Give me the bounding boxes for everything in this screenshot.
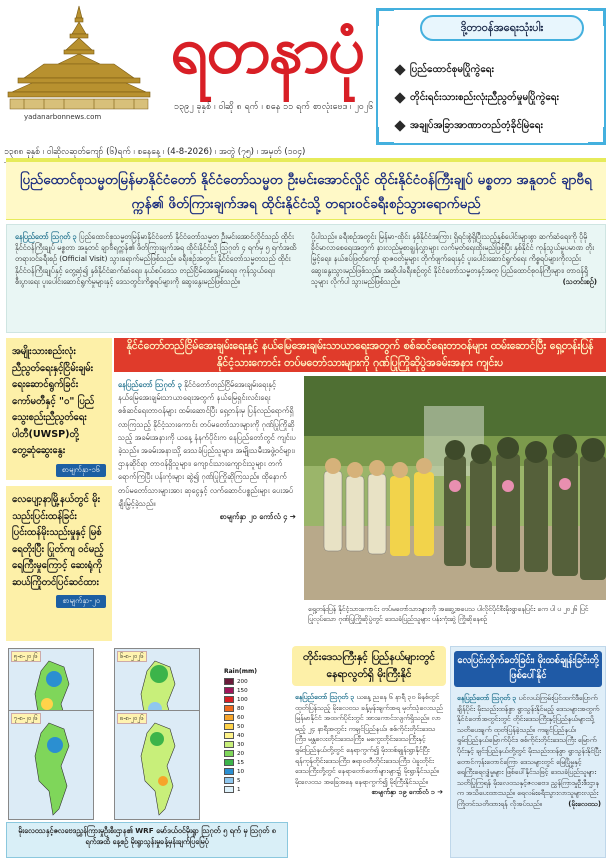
newspaper-title: ရတနာပုံ: [170, 10, 364, 88]
lead-text-2: ပို့ပါသည်။ ခရီးစဉ်အတွင်း မြန်မာ-ထိုင်း နှစ်နိုင်ငံအကြား ရှိရင်းစွဲရှိပြီးသည့်နှစ်ပေါင်းများစွာ ဆက်ဆံရေးကို ပိုမိုခိုင်မာလာစေရေးအတွက် နားလည်မှုစာချွန်လွှာများ လက်မှတ်ရေးထိုးမည်ဖြစ်ပြီး နှစ်နိုင်ငံ ကုန်သွယ်မှုပမာဏ တိုးမြှင့်ရေး၊ နယ်စပ်ဖြတ်ကျော် ရာဇဝတ်မှုများ တိုက်ဖျက်ရေးနှင့် ပူးပေါင်းဆောင်ရွက်ရေး ကိစ္စရပ်များကိုလည်း ဆွေးနွေးသွားမည်ဖြစ်သည်။ အဆိုပါခရီးစဉ်တွင် နိုင်ငံတော်သမ္မတနှင့်အတူ ပြည်ထောင်စုဝန်ကြီးများ၊ တာဝန်ရှိသူများ လိုက်ပါ သွားမည်ဖြစ်သည်။: [311, 232, 595, 286]
feature-text: နိုင်ငံတော်တည်ငြိမ်အေးချမ်းရေးနှင့် နယ်မြေအေးချမ်းသာယာရေးအတွက် နယ်မြေရှင်းလင်းရေး စစ်ဆင်ရေးတာဝန်များ ထမ်းဆောင်ပြီး ရှေ့တန်းမှ ပြန်လည်ရောက်ရှိလာကြသည့် နိုင်ငံ့သားကောင်း တပ်မတော်သားများကို ဂုဏ်ပြုကြိုဆိုသည့် အခမ်းအနားကို ယနေ့ နံနက်ပိုင်းက နေပြည်တော်တွင် ကျင်းပခဲ့သည်။ အခမ်းအနားသို့ ဒေသခံပြည်သူများ၊ အမျိုးသမီးအဖွဲ့ဝင်များ၊ ဌာနဆိုင်ရာ တာဝန်ရှိသူများ၊ ကျောင်းသားကျောင်းသူများ တက်ရောက်ကြပြီး ပန်းကုံးများ ဆွဲ၍ ဂုဏ်ပြုကြိုဆိုကြသည်။ ထိုနောက် တပ်မတော်သားများအား ဆုငွေနှင့် လက်ဆောင်ပစ္စည်းများ ပေးအပ်ချီးမြှင့်ခဲ့သည်။: [118, 380, 296, 508]
rain-forecast-map[interactable]: [8, 710, 94, 820]
dateline-date: ဩဂုတ် ၃: [51, 232, 77, 241]
photo-caption: ရှေ့တန်းပြန် နိုင်ငံ့သားကောင်း တပ်မတော်သားများကို အဆွေ့အပေသ ပါလိုင်ပိုင်စီးမိုးရွာနေပြင်း ကေ ပါ ပ ၂၀၂၆ ပြင် ပြုလုပ်သော ဂုဏ်ပြုကြိုဆိုပွဲတွင် ဒေသခံပြည်သူများ ပန်းကုံးဆွဲ ကြိုဆိုနေစဉ်: [308, 605, 589, 623]
diamond-bullet-icon: [394, 64, 405, 75]
dateline-place: နေပြည်တော်: [457, 694, 490, 702]
duty-item-label: ပြည်ထောင်စုမပြိုကွဲရေး: [410, 64, 495, 75]
legend-swatch: [224, 750, 234, 757]
diamond-bullet-icon: [394, 120, 405, 131]
legend-row: [224, 776, 284, 785]
national-duties-box: [376, 8, 606, 145]
palace-spire-logo: [4, 4, 154, 116]
storm-warning-text: ပင်လယ်ကြမ်းပြင်ထက်ဒီပြောက်ချိန်ပိုင်း မိုးသည်းထန်စွာ ရွာသွန်းနိုင်မည့် ဒေသများအတွက် နိုင်ငံတော်အတွင်းတွင် တိုင်းဒေသကြီးနှင့်ပြည်နယ်များသို့ သတိပေးချက် ထုတ်ပြန်ခဲ့သည်။ ကချင်ပြည်နယ်၊ ရှမ်းပြည်နယ်မြောက်ပိုင်း၊ စစ်ကိုင်းတိုင်းဒေသကြီး မြောက်ပိုင်းနှင့် ချင်းပြည်နယ်တို့တွင် မိုးသည်းထန်စွာ ရွာသွန်းနိုင်ပြီး တောင်ကုန်းတောင်ကြော ဒေသများတွင် မြေပြိုမှုနှင့် ရေကြီးရေလျှံမှုများ ဖြစ်ပေါ်နိုင်သဖြင့် ဒေသခံပြည်သူများ သတိပြုကြရန် မိုးလေဝသနှင့်ဇလဗေဒ ညွှန်ကြားမှုဦးစီးဌာနက အသိပေးထားသည်။ ရေလမ်းခရီးသွားလာသူများလည်း ကြိုတင်သတိထားရန် လိုအပ်သည်။: [457, 694, 601, 808]
feature-body: [114, 376, 300, 638]
lead-text-1: ပြည်ထောင်စုသမ္မတမြန်မာနိုင်ငံတော် နိုင်ငံတော်သမ္မတ ဦးမင်းအောင်လှိုင်သည် ထိုင်းနိုင်ငံဝန်ကြီးချုပ် မစ္စတာ အနူတင် ချာဗီရက္ကန်၏ ဖိတ်ကြားချက်အရ ထိုင်းနိုင်ငံသို့ ဩဂုတ် ၄ ရက်မှ ၅ ရက်အထိ တရားဝင်ခရီးစဉ် (Official Visit) သွားရောက်မည်ဖြစ်သည်။ ခရီးစဉ်အတွင်း နိုင်ငံတော်သမ္မတသည် ထိုင်းနိုင်ငံဝန်ကြီးချုပ်နှင့် တွေ့ဆုံ၍ နှစ်နိုင်ငံဆက်ဆံရေး၊ နယ်စပ်ဒေသ တည်ငြိမ်အေးချမ်းရေး၊ ကုန်သွယ်ရေး၊ စီးပွားရေး ပူးပေါင်းဆောင်ရွက်မှုများနှင့် ဒေသတွင်းကိစ္စရပ်များကို ဆွေးနွေးမည်ဖြစ်သည်။: [15, 232, 297, 286]
dateline-place: နေပြည်တော်: [295, 693, 328, 701]
legend-row: [224, 722, 284, 731]
dateline-place: နေပြည်တော်: [15, 232, 49, 241]
map-date-label: ၅-၈-၂၀၂၆: [11, 651, 41, 662]
feature-headline[interactable]: နိုင်ငံတော်တည်ငြိမ်အေးချမ်းရေးနှင့် နယ်မြေအေးချမ်းသာယာရေးအတွက် စစ်ဆင်ရေးတာဝန်များ ထမ်းဆောင်ပြီး ရှေ့တန်းပြန် နိုင်ငံ့သားကောင်း တပ်မတော်သားများကို ဂုဏ်ပြုကြိုဆိုပွဲအခမ်းအနား ကျင်းပ: [114, 338, 606, 372]
side-story[interactable]: [6, 338, 112, 480]
lead-column-2: [311, 231, 597, 326]
legend-swatch: [224, 768, 234, 775]
continued-page-tag[interactable]: စာမျက်နှာ-၂၀: [56, 595, 106, 608]
weather-story: [292, 646, 446, 858]
legend-swatch: [224, 705, 234, 712]
legend-rows: [224, 677, 284, 794]
legend-label: 200: [237, 678, 248, 685]
legend-swatch: [224, 678, 234, 685]
duty-item: [396, 90, 596, 105]
duty-item-label: အချုပ်အခြာအာဏာတည်တံ့ခိုင်မြဲရေး: [410, 120, 544, 131]
legend-swatch: [224, 696, 234, 703]
map-date-label: ၈-၈-၂၀၂၆: [117, 713, 147, 724]
lead-story: [6, 158, 606, 333]
dateline-date: ဩဂုတ် ၃: [491, 694, 517, 702]
side-story-text: လေပျော့နာမြို့နယ်တွင် မိုးသည်းပြင်းထန်ခြင်း ပြင်းထန်မိုးသည်းမှုနှင့် မြစ်ရေတိုးပြီး ပြုတ်ကျ ဝင်မည့်ရေကြီးမှုကြောင့် ဆေးရုံကိုဆယ်ကြိုတင်ပြင်ဆင်ထား: [12, 494, 104, 588]
side-story-text: အမျိုးသားစည်းလုံးညီညွတ်ရေးနှင့်ငြိမ်းချမ်းရေးဆောင်ရွက်ခြင်းကော်မတီနှင့် "ဝ" ပြည်သွေးစည်းညီညွတ်ရေးပါတီ(UWSP)တို့ တွေ့ဆုံဆွေးနွေး: [12, 346, 95, 456]
diamond-bullet-icon: [394, 92, 405, 103]
story-credit: (မိုးလေဝသ): [568, 799, 601, 808]
legend-swatch: [224, 687, 234, 694]
corner-ornament: [588, 8, 606, 26]
continued-page-tag[interactable]: စာမျက်နှာ-၁၆: [56, 464, 106, 477]
legend-row: [224, 731, 284, 740]
weather-forecast-panel: [6, 646, 288, 858]
legend-label: 20: [237, 750, 245, 757]
side-story[interactable]: [6, 486, 112, 641]
rainfall-legend: [224, 668, 284, 794]
weather-caption: မိုးလေဝသနှင့်ဇလဗေဒညွှန်ကြားမှုဦးစီးဌာန၏ WRF မော်ဒယ်ဝင်မိုးရွာ ဩဂုတ် ၅ ရက် မှ ဩဂုတ် ၈ ရက်အထိ နေ့စဉ် မိုးရွာသွန်းမှုခန့်မှန်းချက်ပြမြေပုံ: [6, 822, 288, 858]
dateline-date: ဩဂုတ် ၃: [155, 380, 182, 389]
legend-swatch: [224, 714, 234, 721]
legend-row: [224, 713, 284, 722]
corner-ornament: [376, 127, 394, 145]
rain-forecast-map[interactable]: [114, 710, 200, 820]
legend-row: [224, 785, 284, 794]
lead-credit: (သတင်းစဉ်): [562, 276, 597, 286]
storm-warning-headline[interactable]: လေပြင်းတိုက်ခတ်ခြင်း၊ မိုးထစ်ချုန်းခြင်းတို့ ဖြစ်ပေါ်နိုင်: [454, 651, 602, 687]
legend-swatch: [224, 723, 234, 730]
legend-row: [224, 677, 284, 686]
legend-label: 1: [237, 786, 241, 793]
duty-item-label: တိုင်းရင်းသားစည်းလုံးညီညွတ်မှုမပြိုကွဲရေး: [410, 92, 560, 103]
legend-label: 80: [237, 705, 245, 712]
duty-item: [396, 62, 596, 77]
weather-story-headline[interactable]: တိုင်းဒေသကြီးနှင့် ပြည်နယ်များတွင် နေရာလွတ်ရှိ မိုးကြီးနိုင်: [292, 646, 446, 686]
legend-row: [224, 767, 284, 776]
map-date-label: ၇-၈-၂၀၂၆: [11, 713, 41, 724]
masthead-date: ၁၃၉၂ ခုနှစ် ၊ ဝါဆို ၈ ရက် ၊ စနေ ၁၁ ရက် စာလုံးဗေဒ ၊ ၂၀၂၆: [174, 102, 374, 112]
legend-label: 50: [237, 723, 245, 730]
legend-label: 15: [237, 759, 245, 766]
legend-label: 60: [237, 714, 245, 721]
masthead: [4, 4, 374, 139]
dateline-place: နေပြည်တော်: [118, 380, 153, 389]
legend-row: [224, 749, 284, 758]
duty-item: [396, 118, 596, 133]
continued-link[interactable]: စာမျက်နှာ ၁၉ ကော်လံ ၁ ➔: [371, 788, 443, 797]
storm-warning-story: [450, 646, 606, 858]
legend-label: 150: [237, 687, 248, 694]
lead-column-1: [15, 231, 301, 326]
dateline-date: ဩဂုတ် ၃: [329, 693, 355, 701]
weather-story-text: ယနေ့ ညနေ ၆ နာရီ ၃၀ မိနစ်တွင် ထုတ်ပြန်သည့် မိုးလေဝသ ခန့်မှန်းချက်အရ မုတ်သုံလေသည် မြန်မာနိုင်ငံ အထက်ပိုင်းတွင် အားကောင်းလျက်ရှိသည်။ လာမည့် ၂၄ နာရီအတွင်း ကချင်ပြည်နယ်၊ စစ်ကိုင်းတိုင်းဒေသကြီး၊ မန္တလေးတိုင်းဒေသကြီး၊ မကွေးတိုင်းဒေသကြီးနှင့် ရှမ်းပြည်နယ်တို့တွင် နေရာကွက်၍ မိုးထစ်ချုန်းရွာနိုင်ပြီး ရန်ကုန်တိုင်းဒေသကြီး၊ ဧရာဝတီတိုင်းဒေသကြီး၊ ပဲခူးတိုင်းဒေသကြီးတို့တွင် နေရာတော်တော်များများ၌ မိုးရွာနိုင်သည်။ မိုးလေဝသ အခြေအနေ နေရာကွက်၍ မိုးကြီးနိုင်သည်။: [295, 693, 443, 786]
legend-label: 10: [237, 768, 245, 775]
storm-warning-body: [454, 691, 604, 857]
website-url[interactable]: yadanarbonnews.com: [24, 113, 102, 121]
legend-label: 30: [237, 741, 245, 748]
lead-headline[interactable]: ပြည်ထောင်စုသမ္မတမြန်မာနိုင်ငံတော် နိုင်ငံတော်သမ္မတ ဦးမင်းအောင်လှိုင် ထိုင်းနိုင်ငံဝန်ကြီးချုပ် မစ္စတာ အနူတင် ချာဗီရက္ကန်၏ ဖိတ်ကြားချက်အရ ထိုင်းနိုင်ငံသို့ တရားဝင်ခရီးစဉ်သွားရောက်မည်: [6, 158, 606, 220]
duties-heading: ဒို့တာဝန်အရေးသုံးပါး: [420, 15, 584, 41]
feature-story: [114, 338, 606, 638]
weather-story-body: [292, 690, 446, 858]
legend-label: 5: [237, 777, 241, 784]
legend-row: [224, 686, 284, 695]
legend-swatch: [224, 741, 234, 748]
continued-link[interactable]: စာမျက်နှာ ၂၀ ကော်လံ ၄ ➔: [219, 512, 296, 522]
legend-row: [224, 740, 284, 749]
legend-label: 100: [237, 696, 248, 703]
legend-title: Rain(mm): [224, 668, 257, 675]
legend-swatch: [224, 786, 234, 793]
legend-swatch: [224, 777, 234, 784]
legend-row: [224, 695, 284, 704]
legend-row: [224, 758, 284, 767]
legend-swatch: [224, 732, 234, 739]
legend-row: [224, 704, 284, 713]
map-date-label: ၆-၈-၂၀၂၆: [117, 651, 147, 662]
soldiers-welcome-photo[interactable]: [304, 376, 606, 600]
issue-line: ၁၃၈၈ ခုနှစ် ၊ ဝါဆိုလဆုတ်ကျော် (၆)ရက် ၊ စနေနေ့ ၊ (4-8-2026) ၊ အတွဲ (၇၅) ၊ အမှတ် (၁၀၄): [4, 147, 604, 163]
left-column: [6, 338, 112, 643]
legend-swatch: [224, 759, 234, 766]
corner-ornament: [376, 8, 394, 26]
legend-label: 40: [237, 732, 245, 739]
lead-body: [6, 224, 606, 333]
